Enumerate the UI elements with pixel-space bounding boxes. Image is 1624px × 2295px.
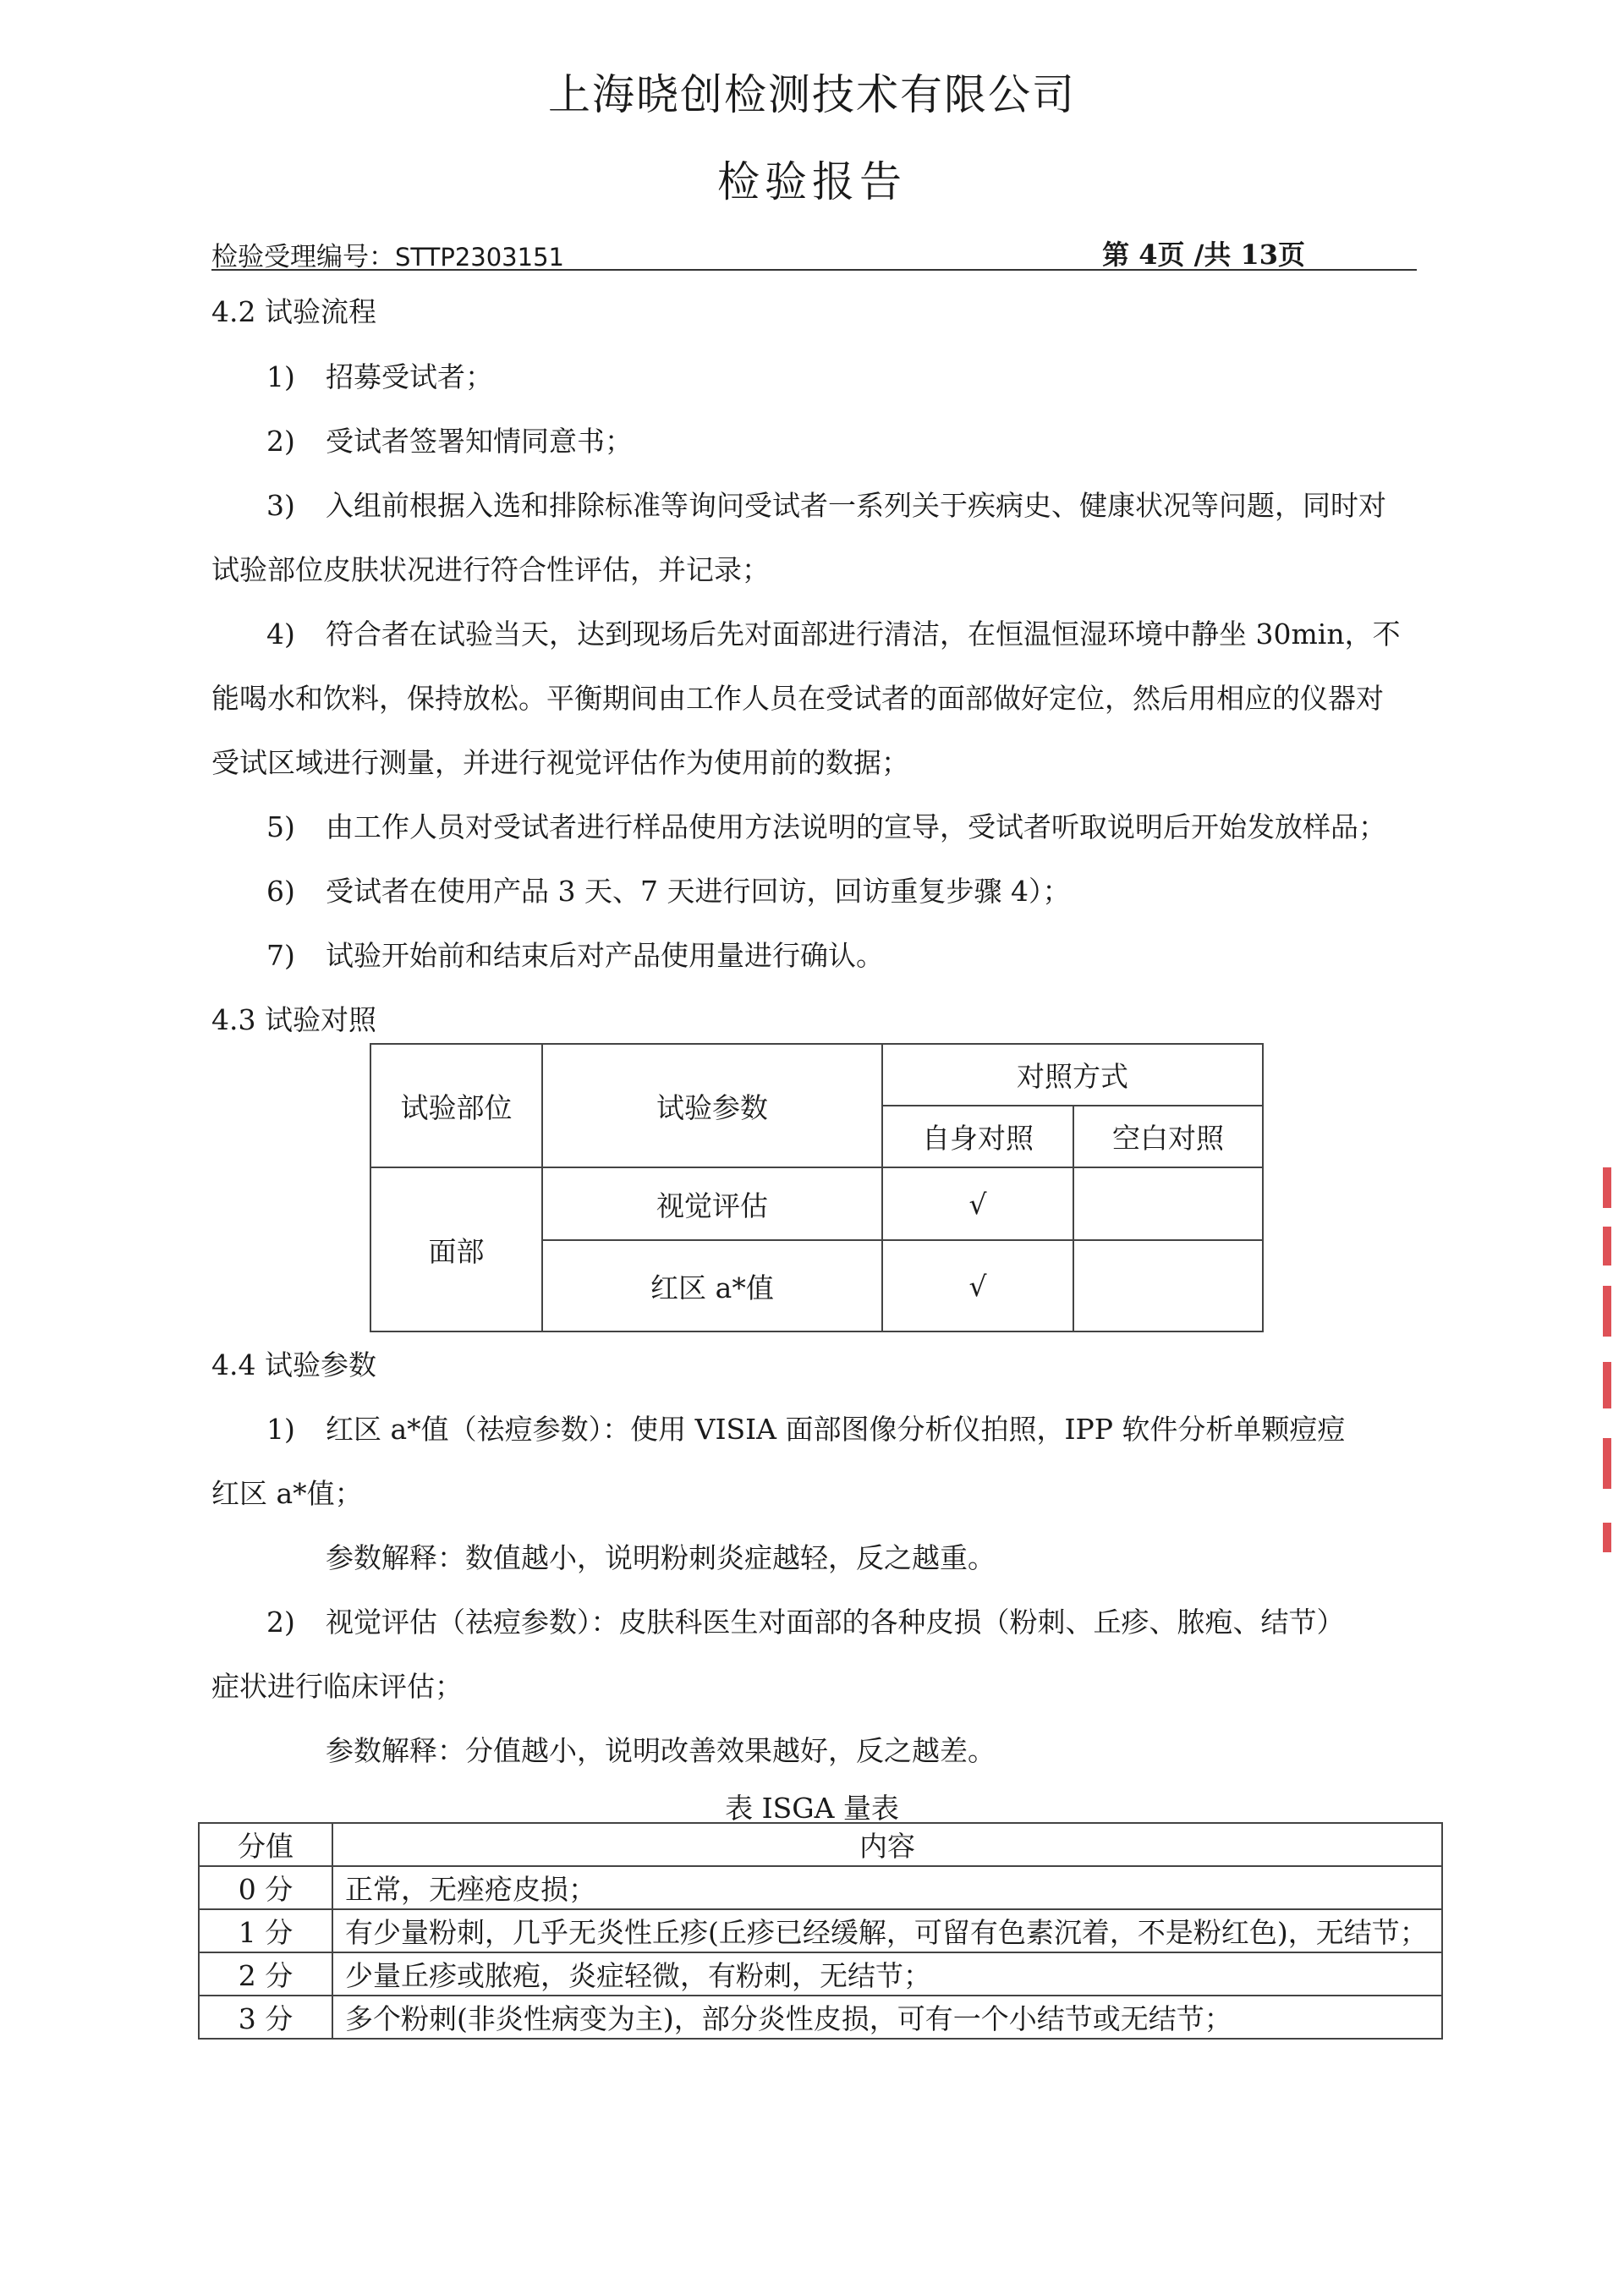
step-number: 4) [266,618,295,651]
control-table [370,1043,1264,1332]
step-3 [266,484,1386,524]
param-item-2-explanation: 参数解释：分值越小，说明改善效果越好，反之越差。 [326,1734,996,1767]
step-number: 7) [266,939,295,972]
report-title: 检验报告 [717,157,907,206]
report-header [211,230,1417,271]
step-6 [266,870,1070,909]
table-row [370,1167,1263,1240]
step-2 [266,420,633,459]
header-score: 分值 [199,1823,332,1866]
header-site: 试验部位 [370,1044,542,1167]
param-item-2 [266,1600,1345,1640]
seal-stamp-fragment [1603,1438,1611,1489]
step-number: 3) [266,489,295,522]
site-cell: 面部 [370,1167,542,1331]
isga-table [198,1822,1443,2040]
company-name: 上海晓创检测技术有限公司 [548,70,1076,119]
step-text: 受试者在使用产品 3 天、7 天进行回访，回访重复步骤 4）； [326,875,1071,908]
seal-stamp-fragment [1603,1362,1611,1408]
seal-stamp-fragment [1603,1286,1611,1337]
step-text: 由工作人员对受试者进行样品使用方法说明的宣导，受试者听取说明后开始发放样品； [326,810,1386,843]
blank-cell [1073,1167,1263,1240]
isga-caption: 表 ISGA 量表 [725,1792,899,1825]
header-method: 对照方式 [882,1044,1263,1106]
table-row [199,1996,1442,2039]
table-row [199,1909,1442,1952]
page-info: 第 4页 /共 13页 [1102,239,1305,271]
item-number: 1) [266,1413,295,1446]
param-item-2-continued: 症状进行临床评估； [211,1670,463,1703]
step-text: 符合者在试验当天，达到现场后先对面部进行清洁，在恒温恒湿环境中静坐 30min，不 [326,618,1401,651]
step-number: 6) [266,875,295,908]
step-4-continued-2: 受试区域进行测量，并进行视觉评估作为使用前的数据； [211,746,909,779]
param-item-1-explanation: 参数解释：数值越小，说明粉刺炎症越轻，反之越重。 [326,1541,996,1574]
blank-cell [1073,1240,1263,1331]
item-number: 2) [266,1606,295,1639]
seal-stamp-fragment [1603,1227,1611,1266]
section-4-2-title: 4.2 试验流程 [211,295,376,328]
step-number: 5) [266,810,295,843]
section-4-4-title: 4.4 试验参数 [211,1348,376,1381]
header-blank-control: 空白对照 [1073,1106,1263,1167]
param-cell: 视觉评估 [542,1167,882,1240]
section-4-3-title: 4.3 试验对照 [211,1003,376,1036]
seal-stamp-fragment [1603,1167,1611,1208]
item-text: 视觉评估（祛痘参数）：皮肤科医生对面部的各种皮损（粉刺、丘疹、脓疱、结节） [326,1606,1345,1639]
table-row [199,1952,1442,1996]
step-4 [266,612,1401,652]
step-4-continued: 能喝水和饮料，保持放松。平衡期间由工作人员在受试者的面部做好定位，然后用相应的仪器对 [211,682,1384,715]
step-number: 2) [266,425,295,458]
step-text: 试验开始前和结束后对产品使用量进行确认。 [326,939,884,972]
step-5 [266,805,1386,845]
accession-label: 检验受理编号： [211,242,395,272]
header-content: 内容 [332,1823,1442,1866]
self-cell: √ [882,1167,1073,1240]
header-self-control: 自身对照 [882,1106,1073,1167]
score-cell: 3 分 [199,1996,332,2039]
step-3-continued: 试验部位皮肤状况进行符合性评估，并记录； [211,553,770,586]
step-text: 入组前根据入选和排除标准等询问受试者一系列关于疾病史、健康状况等问题，同时对 [326,489,1386,522]
content-cell: 多个粉刺(非炎性病变为主)，部分炎性皮损，可有一个小结节或无结节； [332,1996,1442,2039]
score-cell: 2 分 [199,1952,332,1996]
table-row [199,1866,1442,1909]
content-cell: 正常，无痤疮皮损； [332,1866,1442,1909]
seal-stamp-fragment [1603,1523,1611,1552]
content-cell: 有少量粉刺，几乎无炎性丘疹(丘疹已经缓解，可留有色素沉着，不是粉红色)，无结节； [332,1909,1442,1952]
accession-info [211,235,564,273]
table-header-row [199,1823,1442,1866]
item-text: 红区 a*值（祛痘参数）：使用 VISIA 面部图像分析仪拍照，IPP 软件分析单颗痘痘 [326,1413,1346,1446]
step-text: 受试者签署知情同意书； [326,425,633,458]
accession-number: STTP2303151 [395,243,564,272]
step-text: 招募受试者； [326,360,493,393]
param-item-1-continued: 红区 a*值； [211,1477,363,1510]
step-number: 1) [266,360,295,393]
header-param: 试验参数 [542,1044,882,1167]
score-cell: 0 分 [199,1866,332,1909]
score-cell: 1 分 [199,1909,332,1952]
self-cell: √ [882,1240,1073,1331]
param-item-1 [266,1408,1345,1447]
param-cell: 红区 a*值 [542,1240,882,1331]
step-1 [266,355,493,395]
content-cell: 少量丘疹或脓疱，炎症轻微，有粉刺，无结节； [332,1952,1442,1996]
step-7 [266,934,884,974]
